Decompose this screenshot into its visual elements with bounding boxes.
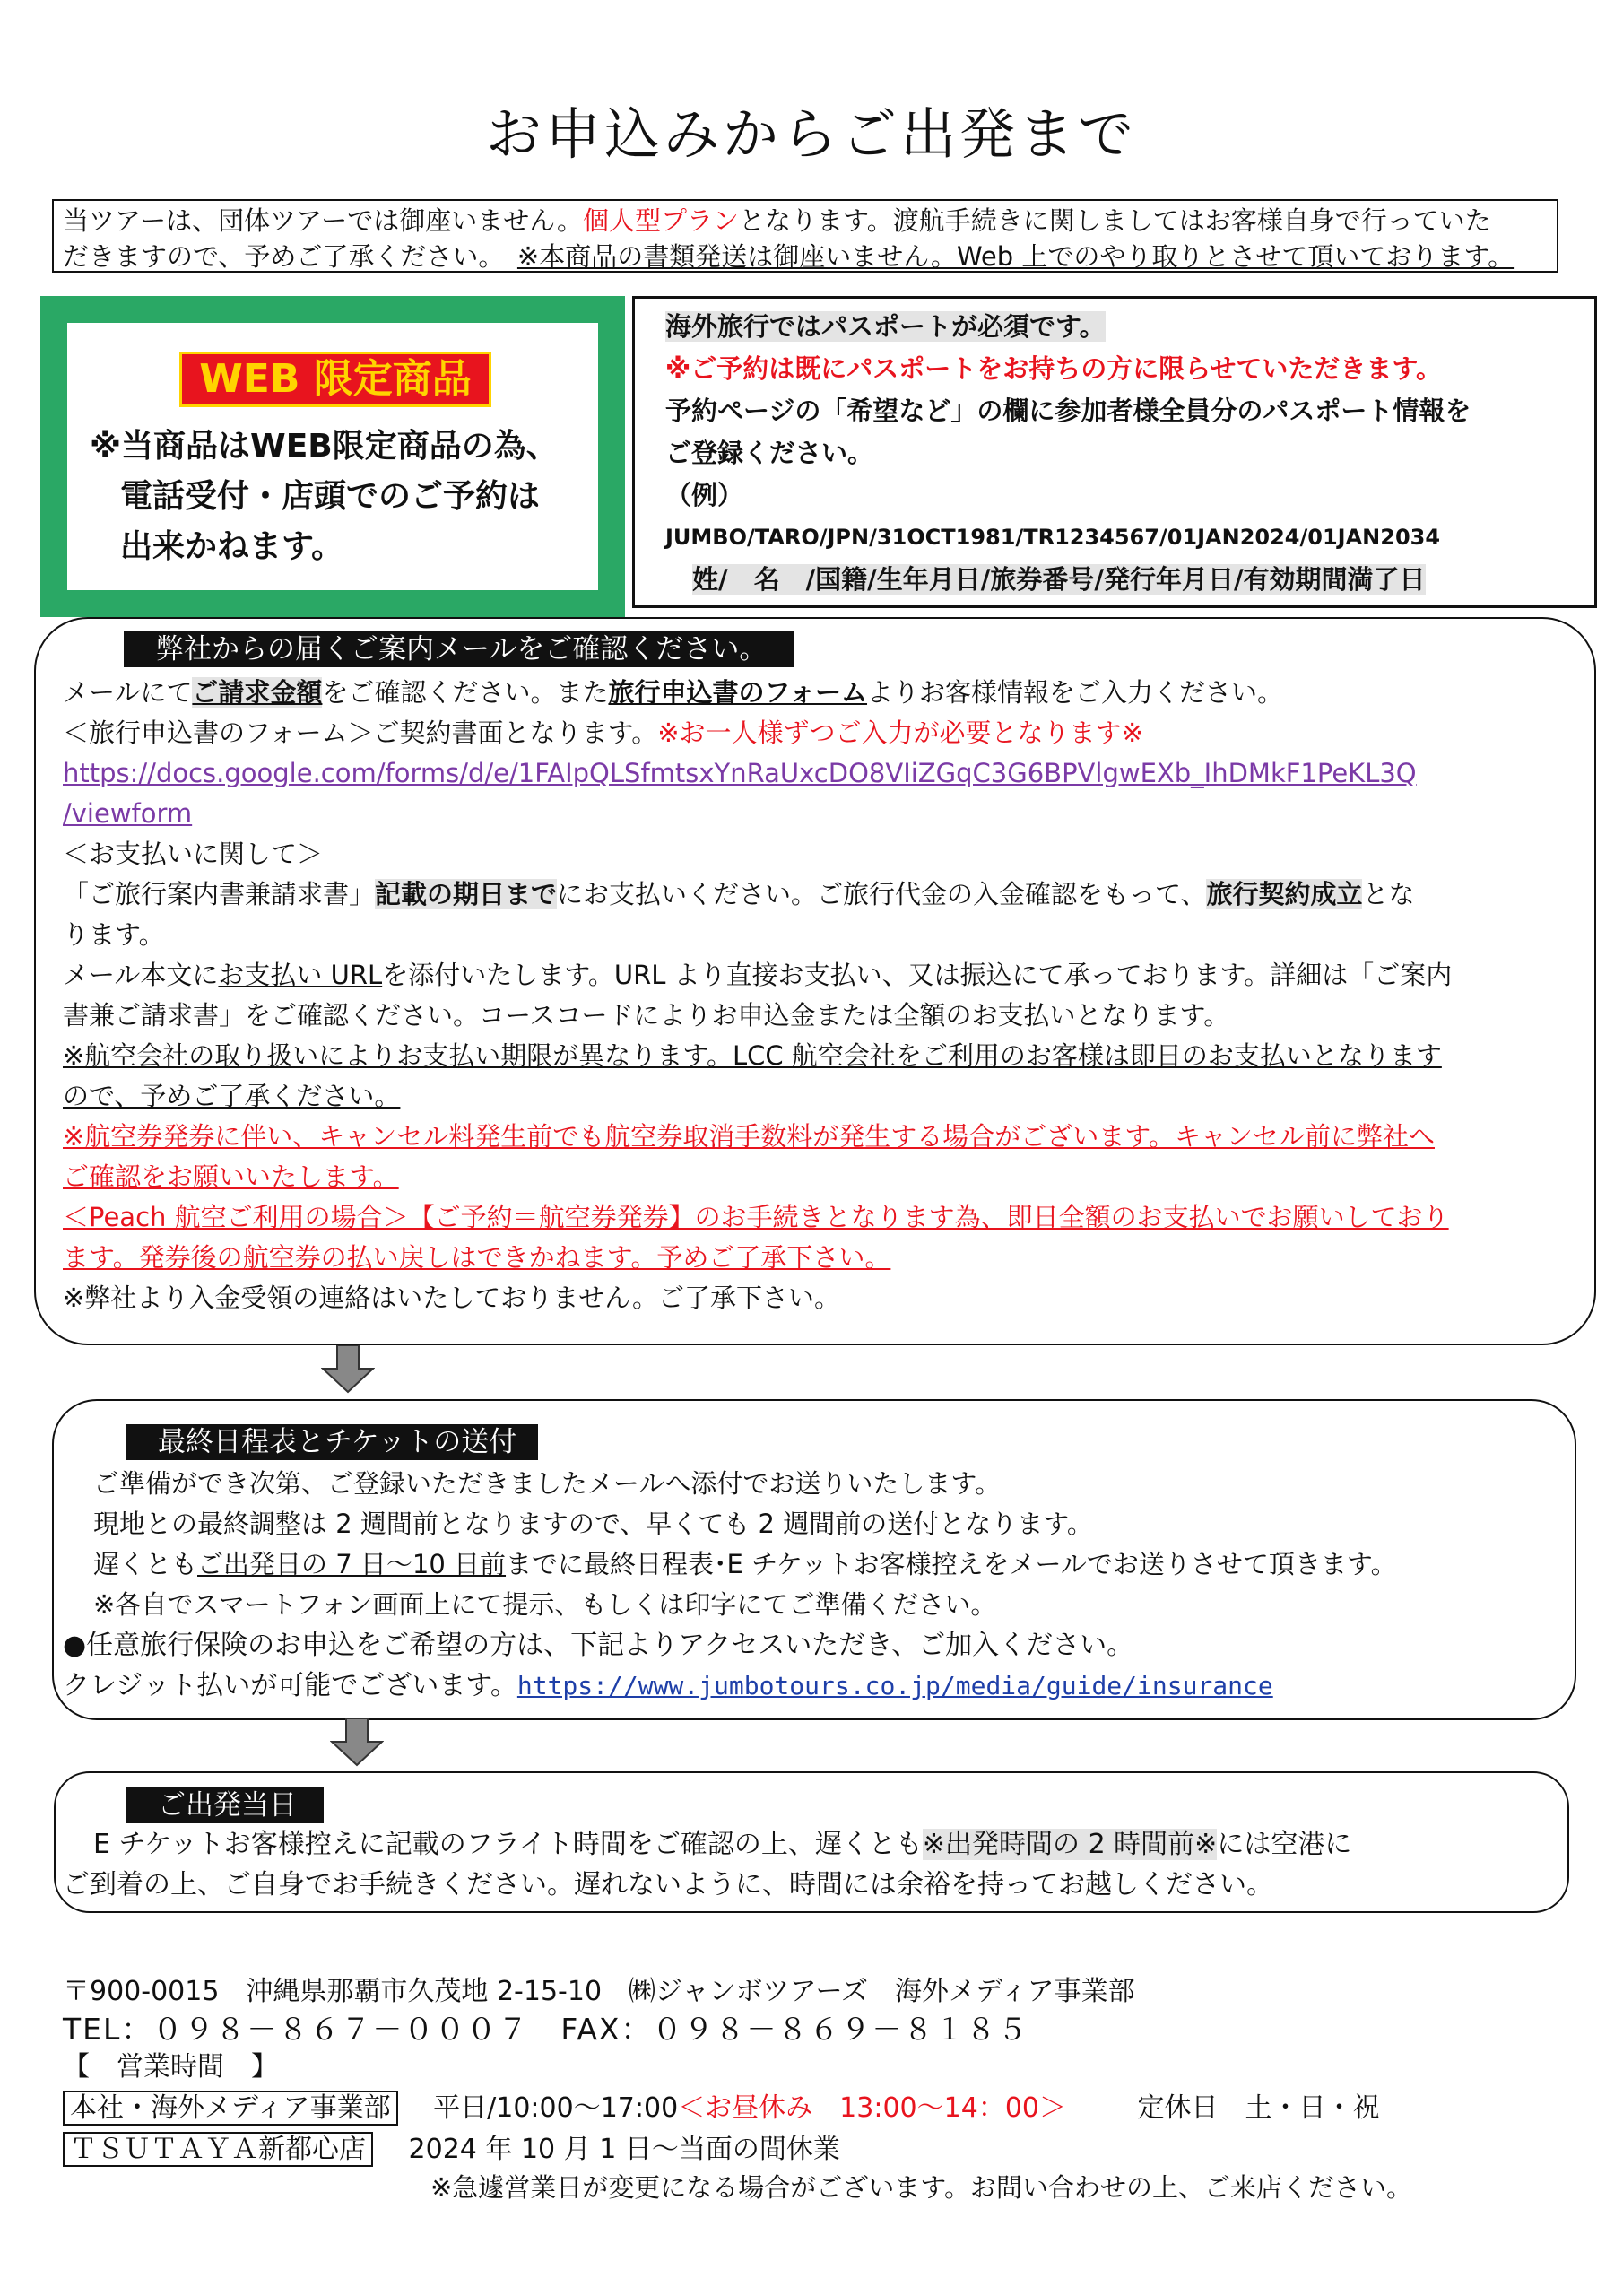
text-line: ※各自でスマートフォン画面上にて提示、もしくは印字にてご準備ください。 xyxy=(93,1589,997,1620)
hours-heading: 【 営業時間 】 xyxy=(63,2051,278,2083)
company-address: 〒900-0015 沖縄県那覇市久茂地 2-15-10 ㈱ジャンボツアーズ 海外メディア事業部 xyxy=(63,1976,1135,2007)
text-line: ります。 xyxy=(63,919,165,950)
text-line: 平日/10:00～17:00 xyxy=(433,2092,679,2124)
web-only-line: 電話受付・店頭でのご予約は xyxy=(120,478,541,515)
text-line: メール本文に xyxy=(63,960,219,990)
text-line: にお支払いください。ご旅行代金の入金確認をもって、 xyxy=(557,879,1207,909)
text-line: ＴＳＵＴＡＹＡ新都心店 xyxy=(63,2132,373,2167)
text-line: 現地との最終調整は 2 週間前となりますので、早くても 2 週間前の送付となります。 xyxy=(93,1509,1093,1539)
text-line: ご準備ができ次第、ご登録いただきましたメールへ添付でお送りいたします。 xyxy=(93,1468,1002,1499)
section-heading: 最終日程表とチケットの送付 xyxy=(126,1424,538,1460)
text-line: 「ご旅行案内書兼請求書」 xyxy=(63,879,376,909)
web-only-line: ※当商品はWEB限定商品の為、 xyxy=(90,428,559,465)
passport-legend: 姓/ 名 /国籍/生年月日/旅券番号/発行年月日/有効期間満了日 xyxy=(692,564,1426,595)
passport-example: JUMBO/TARO/JPN/31OCT1981/TR1234567/01JAN2024/01JAN2034 xyxy=(665,525,1441,550)
text-line: をご確認ください。また xyxy=(322,677,609,708)
text-line: ●任意旅行保険のお申込をご希望の方は、下記よりアクセスいただき、ご加入ください。 xyxy=(63,1630,1134,1661)
text-line: ＜お昼休み 13:00～14：00＞ xyxy=(678,2092,1066,2124)
passport-instruction: ご登録ください。 xyxy=(665,438,874,468)
web-only-line: 出来かねます。 xyxy=(120,528,344,565)
text-line: 記載の期日まで xyxy=(375,879,558,909)
text-line: ※弊社より入金受領の連絡はいたしておりません。ご了承下さい。 xyxy=(63,1283,841,1313)
text-line: ※航空券発券に伴い、キャンセル料発生前でも航空券取消手数料が発生する場合がございます。キャンセル前に弊社へ xyxy=(63,1121,1435,1152)
intro-highlight: 個人型プラン xyxy=(583,205,740,236)
store-hours-row xyxy=(63,2131,1587,2169)
passport-instruction: 予約ページの「希望など」の欄に参加者様全員分のパスポート情報を xyxy=(665,396,1471,426)
footer xyxy=(63,1973,1587,2206)
web-only-badge: WEB 限定商品 xyxy=(179,352,491,407)
text-line: メールにて xyxy=(63,677,193,708)
section-guide-body xyxy=(63,673,1578,1318)
text-line: ご請求金額 xyxy=(192,677,323,708)
text-line: 旅行契約成立 xyxy=(1206,879,1363,909)
intro-text: だきますので、予めご了承ください。 xyxy=(63,241,517,272)
text-line: ご到着の上、ご自身でお手続きください。遅れないように、時間には余裕を持ってお越しください。 xyxy=(63,1869,1273,1900)
example-label: （例） xyxy=(665,480,744,510)
section-heading: ご出発当日 xyxy=(126,1787,324,1823)
text-line: 2024 年 10 月 1 日～当面の間休業 xyxy=(408,2134,840,2165)
text-line: よりお客様情報をご入力ください。 xyxy=(867,677,1284,708)
insurance-link[interactable]: https://www.jumbotours.co.jp/media/guide/insurance xyxy=(516,1671,1273,1700)
text-line: ＜旅行申込書のフォーム＞ご契約書面となります。 xyxy=(63,718,658,748)
passport-note: ※ご予約は既にパスポートをお持ちの方に限らせていただきます。 xyxy=(665,353,1443,384)
section-heading: 弊社からの届くご案内メールをご確認ください。 xyxy=(124,631,794,667)
text-line: ＜Peach 航空ご利用の場合＞【ご予約＝航空券発券】のお手続きとなります為、即日全額のお支払いでお願いしており xyxy=(63,1202,1449,1232)
contact-numbers: TEL：０９８－８６７－０００７ FAX：０９８－８６９－８１８５ xyxy=(63,2012,1029,2047)
text-line: ので、予めご了承ください。 xyxy=(63,1081,401,1111)
down-arrow-icon xyxy=(321,1345,375,1394)
down-arrow-icon xyxy=(330,1718,384,1767)
text-line: 書兼ご請求書」をご確認ください。コースコードによりお申込金または全額のお支払いとなります。 xyxy=(63,1000,1230,1031)
office-hours-row xyxy=(63,2090,1587,2127)
intro-notice: ※本商品の書類発送は御座いません。Web 上でのやり取りとさせて頂いております。 xyxy=(516,241,1515,272)
text-line: には空港に xyxy=(1217,1829,1352,1860)
page-title: お申込みからご出発まで xyxy=(485,101,1137,167)
web-only-text xyxy=(90,422,592,572)
text-line: ご確認をお願いいたします。 xyxy=(63,1161,399,1192)
form-link-cont[interactable]: /viewform xyxy=(63,798,193,829)
text-line: ＜お支払いに関して＞ xyxy=(63,839,324,869)
intro-text: 当ツアーは、団体ツアーでは御座いません。 xyxy=(63,205,584,236)
text-line: 遅くとも xyxy=(93,1549,198,1579)
section-departure-body xyxy=(63,1824,1569,1905)
text-line: までに最終日程表･E チケットお客様控えをメールでお送りさせて頂きます。 xyxy=(506,1549,1397,1579)
form-link[interactable]: https://docs.google.com/forms/d/e/1FAIpQLSfmtsxYnRaUxcDO8VIiZGqC3G6BPVlgwEXb_IhDMkF1PeKL3Q xyxy=(63,758,1417,788)
intro-text: となります。渡航手続きに関しましてはお客様自身で行っていた xyxy=(739,205,1491,236)
text-line: を添付いたします。URL より直接お支払い、又は振込にて承っております。詳細は「ご案内 xyxy=(382,960,1453,990)
text-line: ます。発券後の航空券の払い戻しはできかねます。予めご了承下さい。 xyxy=(63,1242,891,1273)
text-line: ご出発日の 7 日～10 日前 xyxy=(197,1549,507,1579)
text-line: 旅行申込書のフォーム xyxy=(608,677,868,708)
text-line: ※航空会社の取り扱いによりお支払い期限が異なります。LCC 航空会社をご利用のお客様は即日のお支払いとなります xyxy=(63,1040,1442,1071)
passport-required: 海外旅行ではパスポートが必須です。 xyxy=(665,311,1106,342)
text-line: 本社・海外メディア事業部 xyxy=(63,2091,398,2126)
text-line: ※お一人様ずつご入力が必要となります※ xyxy=(657,718,1143,748)
text-line: E チケットお客様控えに記載のフライト時間をご確認の上、遅くとも xyxy=(93,1829,923,1860)
text-line: ※出発時間の 2 時間前※ xyxy=(922,1829,1218,1860)
text-line: 定休日 土・日・祝 xyxy=(1137,2092,1380,2124)
text-line: とな xyxy=(1362,879,1415,909)
passport-box xyxy=(632,296,1597,608)
footer-notice: ※急遽営業日が変更になる場合がございます。お問い合わせの上、ご来店ください。 xyxy=(430,2172,1412,2203)
text-line: お支払い URL xyxy=(218,960,383,990)
section-final-body xyxy=(63,1464,1569,1706)
text-line: クレジット払いが可能でございます。 xyxy=(63,1670,517,1701)
intro-box xyxy=(52,199,1558,273)
